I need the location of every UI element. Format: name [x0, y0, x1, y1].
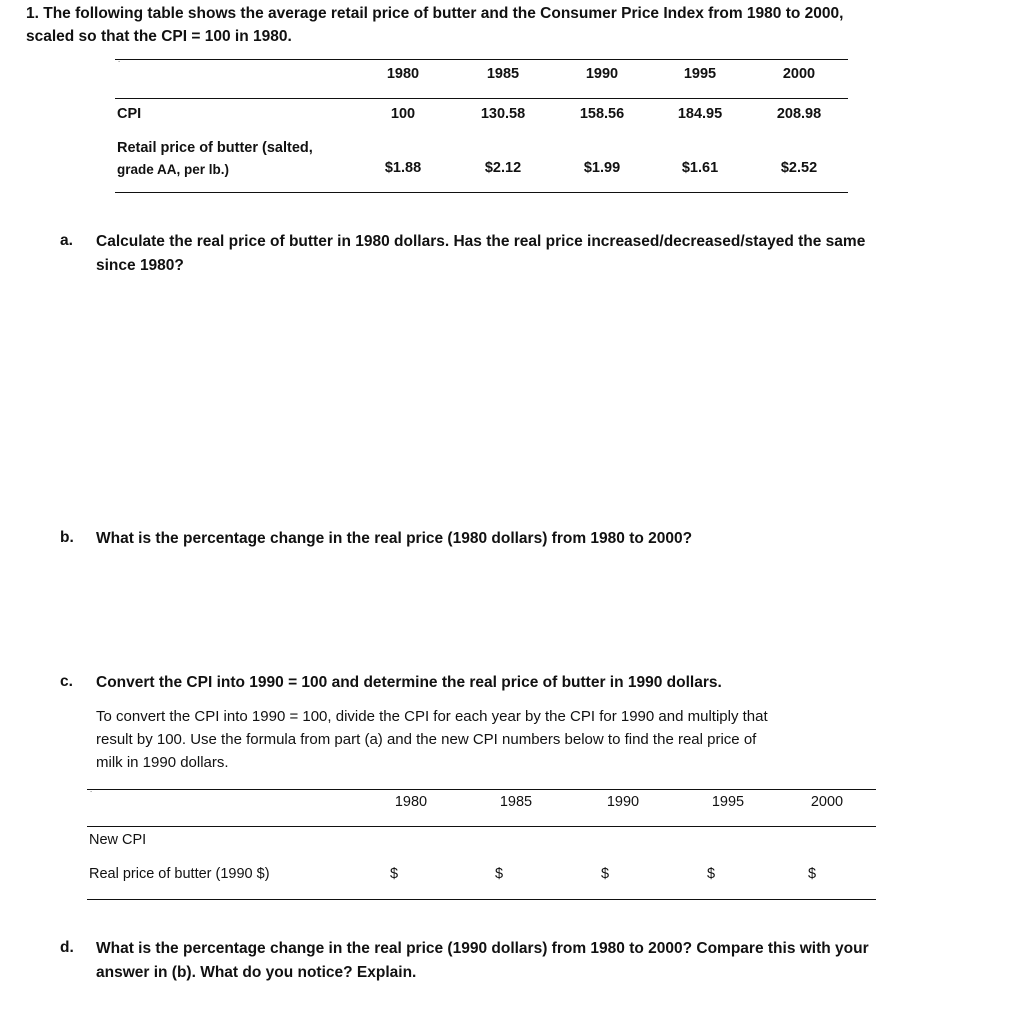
intro-line-2: scaled so that the CPI = 100 in 1980. — [26, 28, 292, 45]
table2-year-1990: 1990 — [606, 794, 640, 810]
table1-cpi-1980: 100 — [390, 106, 416, 122]
table2-dollar-1995: $ — [706, 866, 716, 882]
table2-real-price-label: Real price of butter (1990 $) — [89, 866, 270, 882]
part-b-line-1: What is the percentage change in the real price (1980 dollars) from 1980 to 2000? — [96, 530, 693, 547]
part-d-letter: d. — [60, 939, 74, 956]
part-d-line-1: What is the percentage change in the real price (1990 dollars) from 1980 to 2000? Compare this with your — [96, 940, 869, 957]
part-a-line-1: Calculate the real price of butter in 1980 dollars. Has the real price increased/decreased/stayed the same — [96, 233, 866, 250]
table1-cpi-1990: 158.56 — [579, 106, 625, 122]
table2-year-2000: 2000 — [810, 794, 844, 810]
part-c-letter: c. — [60, 673, 73, 690]
table1-bottom-rule — [115, 192, 848, 193]
table1-butter-label — [117, 138, 313, 180]
table2-year-1980: 1980 — [394, 794, 428, 810]
part-c-text — [96, 671, 956, 695]
table2-dollar-1980: $ — [389, 866, 399, 882]
part-b-letter: b. — [60, 529, 74, 546]
question-intro — [26, 2, 986, 48]
table1-butter-label-line2: grade AA, per lb.) — [117, 162, 230, 177]
part-c-line-1: Convert the CPI into 1990 = 100 and determine the real price of butter in 1990 dollars. — [96, 674, 722, 691]
part-c-instructions — [96, 705, 956, 774]
table1-year-1990: 1990 — [585, 66, 619, 82]
table1-cpi-1995: 184.95 — [677, 106, 723, 122]
part-d-line-2: answer in (b). What do you notice? Explain. — [96, 964, 417, 981]
table1-corner-mark: ˙ — [118, 60, 121, 70]
table1-butter-label-line1: Retail price of butter (salted, — [117, 140, 313, 156]
table2-dollar-1985: $ — [494, 866, 504, 882]
table1-cpi-label: CPI — [117, 106, 142, 122]
table2-header-rule — [87, 826, 876, 827]
table1-butter-1990: $1.99 — [583, 160, 621, 176]
part-b-text — [96, 527, 956, 551]
part-a-text — [96, 230, 956, 278]
table2-year-1995: 1995 — [711, 794, 745, 810]
table1-header-rule — [115, 98, 848, 99]
part-a-letter: a. — [60, 232, 73, 249]
table1-cpi-2000: 208.98 — [776, 106, 822, 122]
table1-year-1980: 1980 — [386, 66, 420, 82]
table1-butter-2000: $2.52 — [780, 160, 818, 176]
intro-line-1: 1. The following table shows the average retail price of butter and the Consumer Price Index from 1980 to 2000, — [26, 5, 844, 22]
table1-year-1995: 1995 — [683, 66, 717, 82]
table1-butter-1995: $1.61 — [681, 160, 719, 176]
table2-top-rule — [87, 789, 876, 790]
table1-year-1985: 1985 — [486, 66, 520, 82]
table1-butter-1980: $1.88 — [384, 160, 422, 176]
table2-dollar-1990: $ — [600, 866, 610, 882]
part-c-instr-line-3: milk in 1990 dollars. — [96, 754, 229, 771]
table2-bottom-rule — [87, 899, 876, 900]
table2-year-1985: 1985 — [499, 794, 533, 810]
table1-top-rule — [115, 59, 848, 60]
table1-butter-1985: $2.12 — [484, 160, 522, 176]
part-c-instr-line-2: result by 100. Use the formula from part (a) and the new CPI numbers below to find the real price of — [96, 731, 757, 748]
part-c-instr-line-1: To convert the CPI into 1990 = 100, divide the CPI for each year by the CPI for 1990 and multiply that — [96, 708, 768, 725]
part-a-line-2: since 1980? — [96, 257, 184, 274]
table1-year-2000: 2000 — [782, 66, 816, 82]
table1-cpi-1985: 130.58 — [480, 106, 526, 122]
table2-dollar-2000: $ — [807, 866, 817, 882]
table2-new-cpi-label: New CPI — [89, 832, 147, 848]
part-d-text — [96, 937, 956, 985]
table2-corner-mark: ˙ — [90, 790, 93, 800]
